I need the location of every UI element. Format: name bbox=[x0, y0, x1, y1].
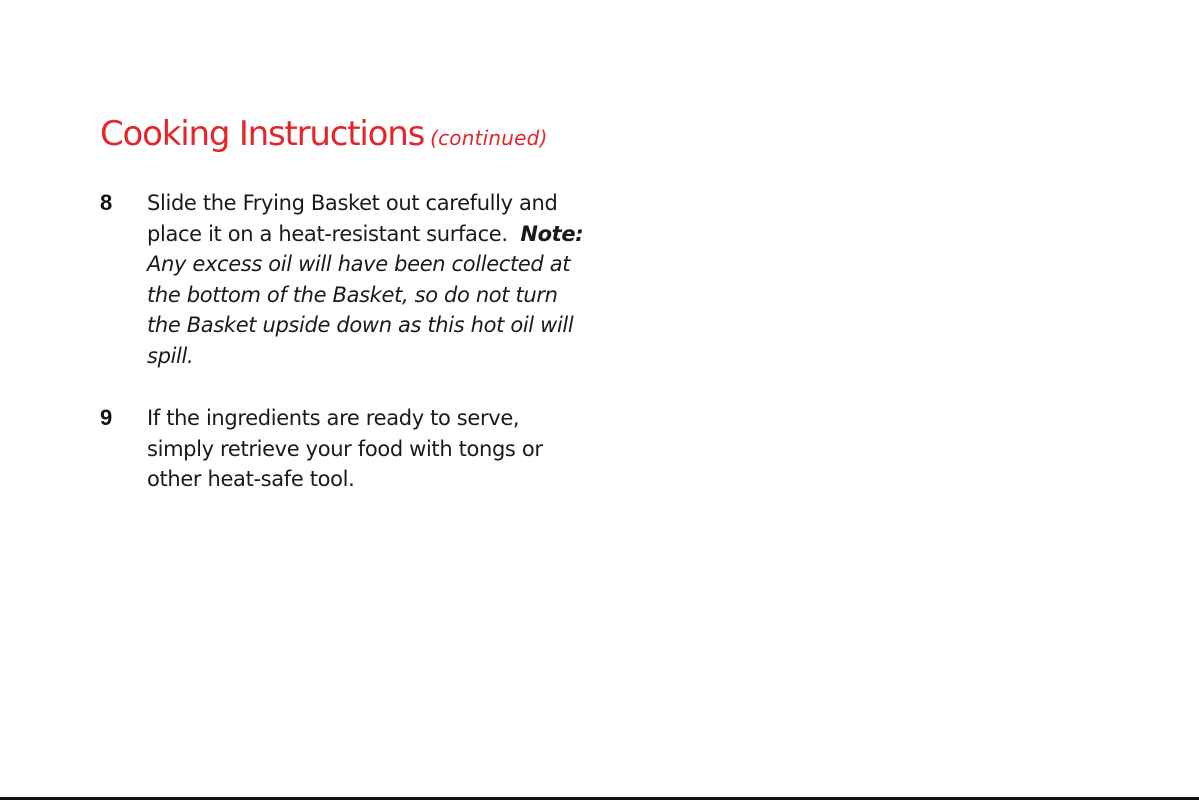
section-title: Cooking Instructions bbox=[100, 114, 425, 154]
note-label: Note: bbox=[520, 221, 584, 246]
section-heading bbox=[100, 114, 548, 154]
step-main-text: If the ingredients are ready to serve, simply retrieve your food with tongs or other heat-safe tool. bbox=[147, 406, 543, 491]
step-text bbox=[147, 188, 592, 371]
step-main-text: Slide the Frying Basket out carefully and place it on a heat-resistant surface. bbox=[147, 191, 558, 246]
step-text bbox=[147, 403, 592, 495]
section-subtitle: (continued) bbox=[430, 126, 548, 150]
note-text: Any excess oil will have been collected at the bottom of the Basket, so do not turn the Basket upside down as this hot oil will spill. bbox=[147, 252, 574, 368]
step-number: 8 bbox=[100, 190, 113, 215]
step-number: 9 bbox=[100, 405, 113, 430]
